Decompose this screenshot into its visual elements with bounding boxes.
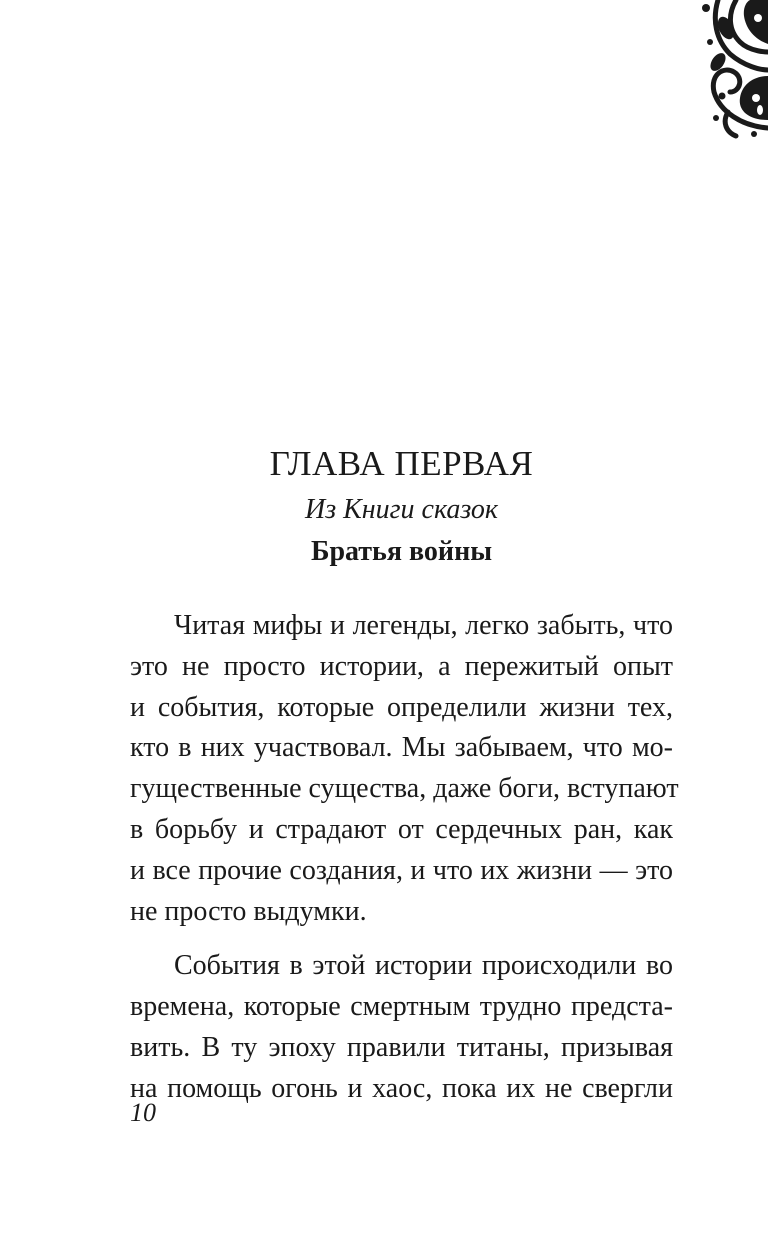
text-line: и события, которые определили жизни тех, — [130, 691, 673, 723]
text-line: не просто выдумки. — [130, 895, 367, 927]
text-line: гущественные существа, даже боги, вступают — [130, 773, 679, 805]
chapter-source: Из Книги сказок — [304, 494, 499, 525]
page-number: 10 — [130, 1098, 156, 1127]
text-line: вить. В ту эпоху правили титаны, призывая — [130, 1031, 673, 1063]
text-line: кто в них участвовал. Мы забываем, что мо- — [130, 732, 673, 764]
text-line: Читая мифы и легенды, легко забыть, что — [174, 610, 673, 641]
body-text — [130, 606, 679, 1110]
text-line: и все прочие создания, и что их жизни — это — [130, 854, 673, 886]
text-line: времена, которые смертным трудно предста- — [130, 991, 673, 1023]
floral-ornament-icon — [658, 0, 768, 140]
paragraph-gap — [130, 932, 673, 946]
text-line: это не просто истории, а пережитый опыт — [130, 650, 673, 682]
chapter-title: Братья войны — [310, 536, 493, 567]
text-line: в борьбу и страдают от сердечных ран, как — [130, 813, 673, 845]
chapter-heading: ГЛАВА ПЕРВАЯ — [269, 444, 534, 483]
text-line: на помощь огонь и хаос, пока их не свергли — [130, 1072, 673, 1104]
text-line: События в этой истории происходили во — [174, 950, 673, 982]
